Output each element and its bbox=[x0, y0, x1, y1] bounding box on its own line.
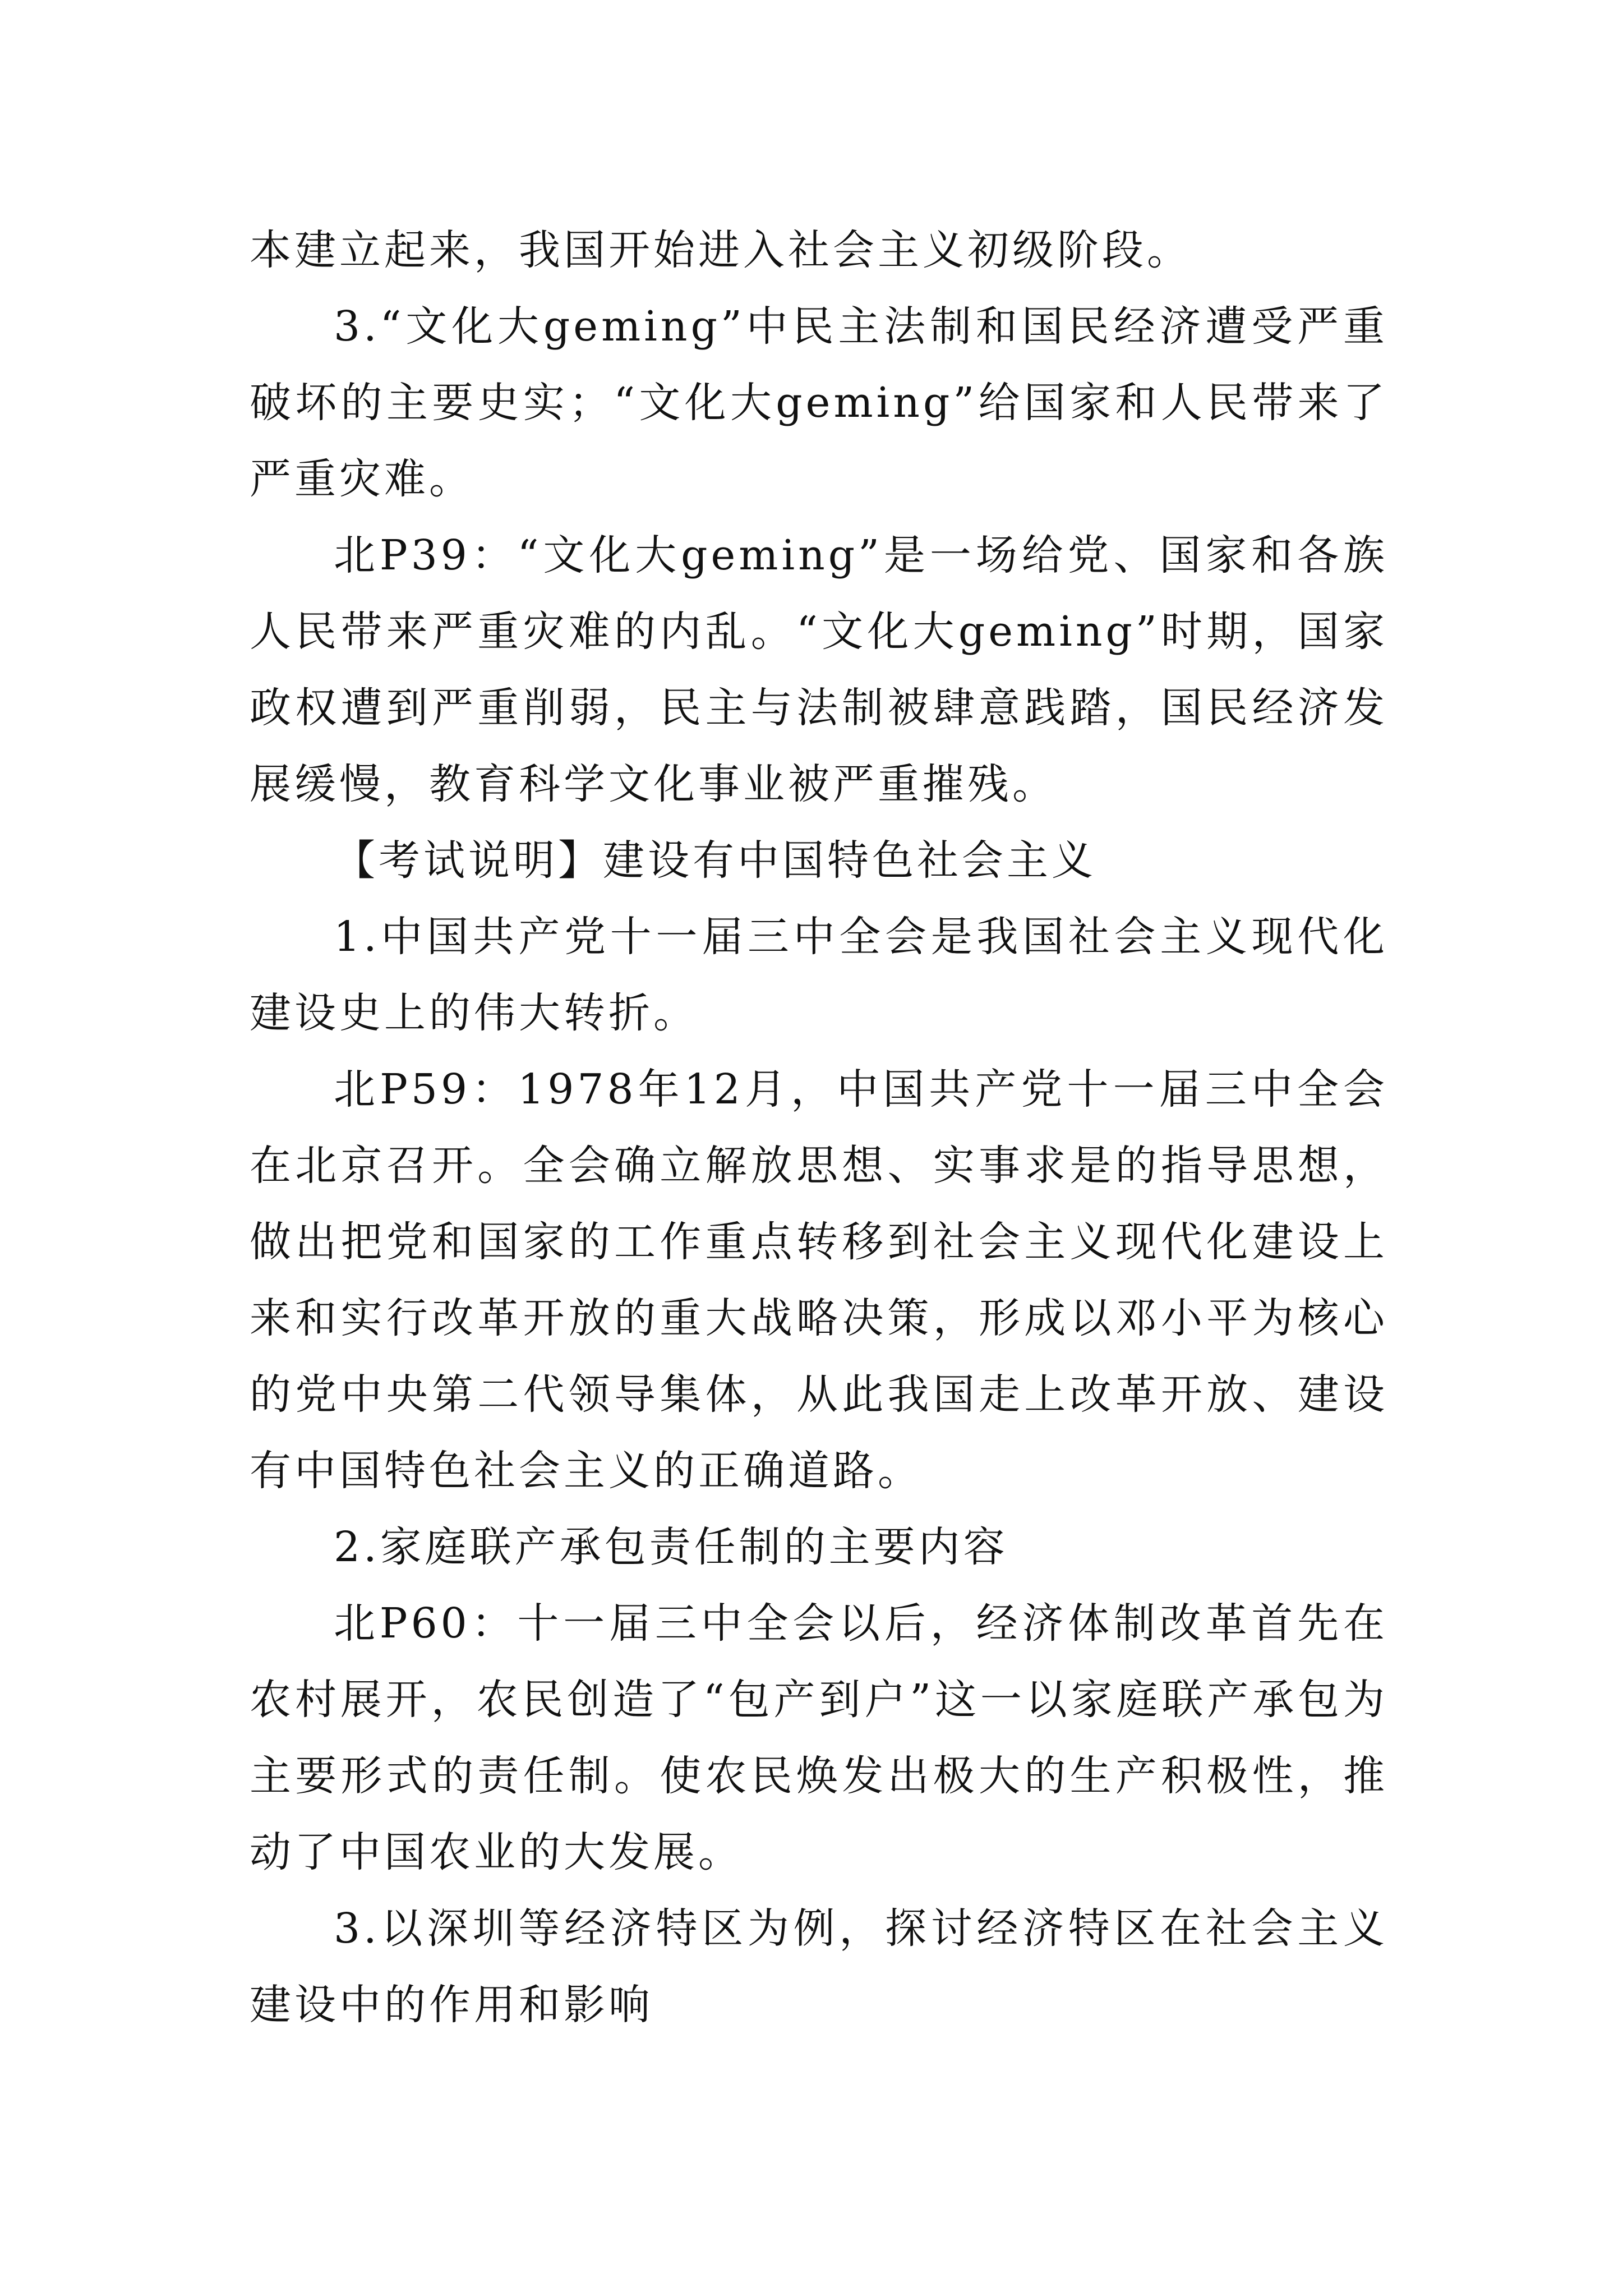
paragraph-continuation: 本建立起来，我国开始进入社会主义初级阶段。 bbox=[250, 226, 1192, 274]
section-heading-exam-notes: 【考试说明】建设有中国特色社会主义 bbox=[334, 836, 1096, 885]
document-body bbox=[250, 212, 1388, 2043]
paragraph-textbook-p39: 北P39：“文化大geming”是一场给党、国家和各族人民带来严重灾难的内乱。“文化大geming”时期，国家政权遭到严重削弱，民主与法制被肆意践踏，国民经济发展缓慢，教育科学文化事业被严重摧残。 bbox=[250, 531, 1388, 808]
paragraph-third-plenum-item: 1.中国共产党十一届三中全会是我国社会主义现代化建设史上的伟大转折。 bbox=[250, 913, 1388, 1037]
paragraph-special-economic-zones-item: 3.以深圳等经济特区为例，探讨经济特区在社会主义建设中的作用和影响 bbox=[250, 1904, 1388, 2029]
paragraph-household-responsibility-item: 2.家庭联产承包责任制的主要内容 bbox=[334, 1523, 1008, 1571]
paragraph-textbook-p60: 北P60：十一届三中全会以后，经济体制改革首先在农村展开，农民创造了“包产到户”这一以家庭联产承包为主要形式的责任制。使农民焕发出极大的生产积极性，推动了中国农业的大发展。 bbox=[250, 1599, 1388, 1876]
paragraph-textbook-p59: 北P59：1978年12月，中国共产党十一届三中全会在北京召开。全会确立解放思想、实事求是的指导思想，做出把党和国家的工作重点转移到社会主义现代化建设上来和实行改革开放的重大战略决策，形成以邓小平为核心的党中央第二代领导集体，从此我国走上改革开放、建设有中国特色社会主义的正确道路。 bbox=[250, 1065, 1388, 1495]
paragraph-cultural-revolution-item: 3.“文化大geming”中民主法制和国民经济遭受严重破坏的主要史实；“文化大geming”给国家和人民带来了严重灾难。 bbox=[250, 302, 1388, 503]
